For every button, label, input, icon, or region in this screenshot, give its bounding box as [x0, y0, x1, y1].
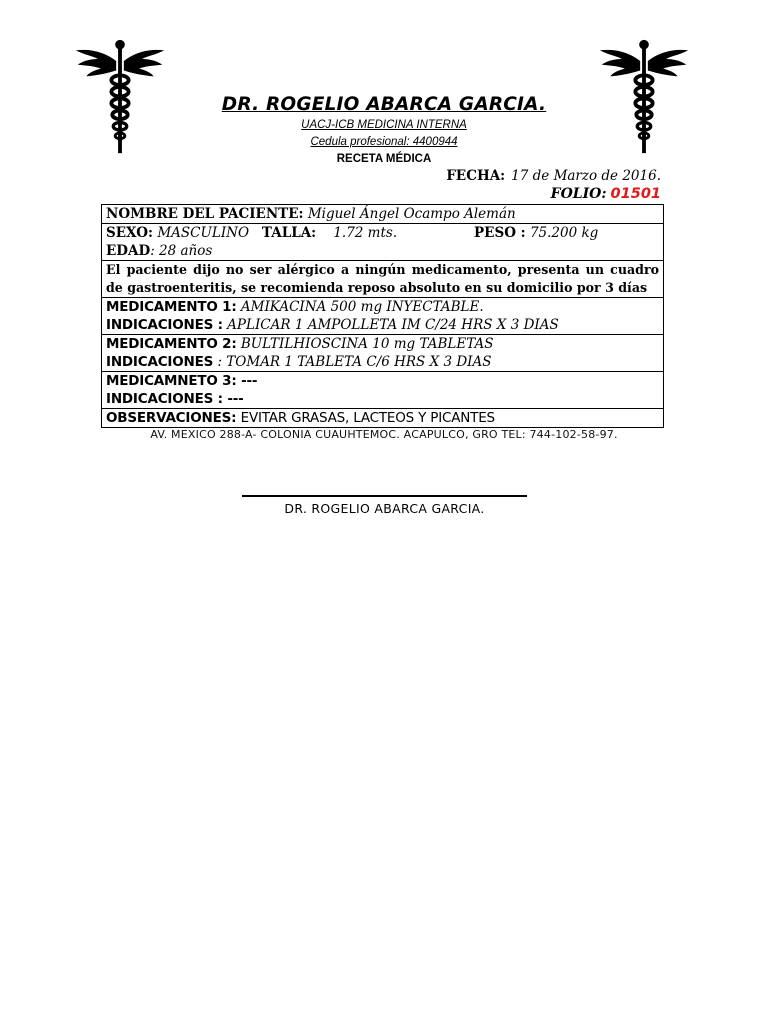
- medication-3-label: MEDICAMNETO 3: ---: [106, 373, 258, 389]
- indications-1-label: INDICACIONES :: [106, 317, 223, 333]
- medication-2-value: BULTILHIOSCINA 10 mg TABLETAS: [240, 336, 494, 352]
- observations-value: EVITAR GRASAS, LACTEOS Y PICANTES: [240, 410, 495, 426]
- date-line: [446, 168, 661, 184]
- patient-vitals-row: [102, 224, 664, 261]
- indications-2-label: INDICACIONES: [106, 354, 214, 370]
- doctor-name-heading: DR. ROGELIO ABARCA GARCIA.: [221, 94, 547, 115]
- clinical-notes-row: [102, 261, 664, 298]
- age-value: : 28 años: [150, 243, 213, 259]
- patient-name-label: NOMBRE DEL PACIENTE:: [106, 206, 304, 222]
- patient-name-row: [102, 205, 664, 224]
- medication-2-row: [102, 335, 664, 372]
- sex-value: MASCULINO: [157, 225, 250, 241]
- folio-label: FOLIO:: [550, 186, 607, 202]
- height-label: TALLA:: [261, 225, 317, 241]
- indications-3-label: INDICACIONES : ---: [106, 391, 244, 407]
- institution-line: UACJ-ICB MEDICINA INTERNA: [301, 119, 467, 131]
- folio-number: 01501: [610, 186, 661, 202]
- sex-label: SEXO:: [106, 225, 154, 241]
- weight-value: 75.200 kg: [529, 225, 599, 241]
- age-label: EDAD: [106, 243, 151, 259]
- clinical-notes-text: El paciente dijo no ser alérgico a ningún medicamento, presenta un cuadro de gastroenteritis, se recomienda reposo absoluto en su domicilio por 3 días: [102, 261, 664, 298]
- medication-3-row: [102, 372, 664, 409]
- medication-2-label: MEDICAMENTO 2:: [106, 336, 237, 352]
- observations-label: OBSERVACIONES:: [106, 410, 237, 426]
- date-label: FECHA:: [446, 168, 506, 184]
- indications-2-value: : TOMAR 1 TABLETA C/6 HRS X 3 DIAS: [217, 354, 492, 370]
- weight-label: PESO :: [474, 225, 526, 241]
- folio-line: [551, 186, 661, 202]
- observations-row: [102, 409, 664, 428]
- cedula-line: Cedula profesional: 4400944: [310, 136, 458, 148]
- indications-1-value: APLICAR 1 AMPOLLETA IM C/24 HRS X 3 DIAS: [227, 317, 559, 333]
- medication-1-row: [102, 298, 664, 335]
- signature-line: [242, 495, 527, 497]
- medication-1-label: MEDICAMENTO 1:: [106, 299, 237, 315]
- height-value: 1.72 mts.: [333, 225, 398, 241]
- signature-name: DR. ROGELIO ABARCA GARCIA.: [284, 501, 485, 516]
- prescription-table: [101, 204, 664, 428]
- date-value: 17 de Marzo de 2016.: [511, 168, 661, 184]
- patient-name-value: Miguel Ángel Ocampo Alemán: [307, 206, 516, 222]
- document-type-title: RECETA MÉDICA: [336, 153, 432, 165]
- medication-1-value: AMIKACINA 500 mg INYECTABLE.: [240, 299, 484, 315]
- address-footer: AV. MEXICO 288-A- COLONIA CUAUHTEMOC. ACAPULCO, GRO TEL: 744-102-58-97.: [150, 428, 618, 441]
